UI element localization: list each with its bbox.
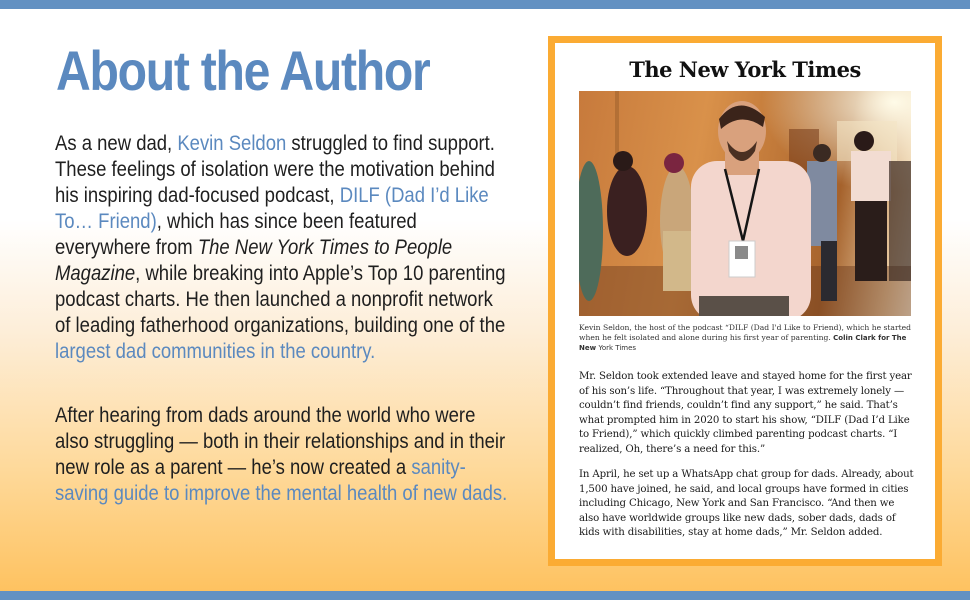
photo-credit-rest: York Times [598,344,637,352]
bio-text: , which has since been featured everywhere from [55,209,417,259]
photo-caption [579,323,919,353]
guide-text: After hearing from dads around the world who were also struggling — both in their relationships and in their new role as a parent — he’s now created a [55,403,506,479]
top-accent-bar [0,0,970,9]
publication-names: The New York Times to People Magazine [55,235,453,285]
author-name-highlight: Kevin Seldon [177,131,287,155]
bio-text: , while breaking into Apple’s Top 10 parenting podcast charts. He then launched a nonprofit network of leading fatherhood organizations, building one of the [55,261,506,337]
article-paragraph-1: Mr. Seldon took extended leave and stayed home for the first year of his son’s life. “Throughout that year, I was extremely lonely — couldn’t find friends, couldn’t find any support,” he said. That’s what prompted him in 2020 to start his show, “DILF (Dad I’d Like to Friend),” which quickly climbed parenting podcast charts. “I realized, Oh, there’s a need for this.” [579,371,912,455]
page-title: About the Author [56,39,430,102]
bottom-accent-bar [0,591,970,600]
guide-highlight: sanity-saving guide to improve the mental health of new dads. [55,455,508,505]
nyt-logo: The New York Times [629,57,861,82]
community-highlight: largest dad communities in the country. [55,339,376,363]
author-bio-paragraph [55,130,511,364]
newspaper-clipping [548,36,942,566]
podcast-name-highlight: DILF (Dad I’d Like To… Friend) [55,183,489,233]
guide-paragraph [55,402,511,506]
bio-text: struggled to find support. These feelings of isolation were the motivation behind his inspiring dad-focused podcast, [55,131,495,207]
party-scene-illustration [579,91,911,316]
bio-text: As a new dad, [55,131,178,155]
author-photo [579,91,911,316]
article-paragraph-2: In April, he set up a WhatsApp chat group for dads. Already, about 1,500 have joined, he said, and local groups have formed in cities including Chicago, New York and San Francisco. “And then we also have worldwide groups like new dads, sober dads, dads of kids with disabilities, stay at home dads,” Mr. Seldon added. [579,469,914,538]
caption-text: Kevin Seldon, the host of the podcast “DILF (Dad I'd Like to Friend), which he started when he felt isolated and alone during his first year of parenting. [579,323,912,342]
photo-credit: Colin Clark for The New [579,334,907,352]
